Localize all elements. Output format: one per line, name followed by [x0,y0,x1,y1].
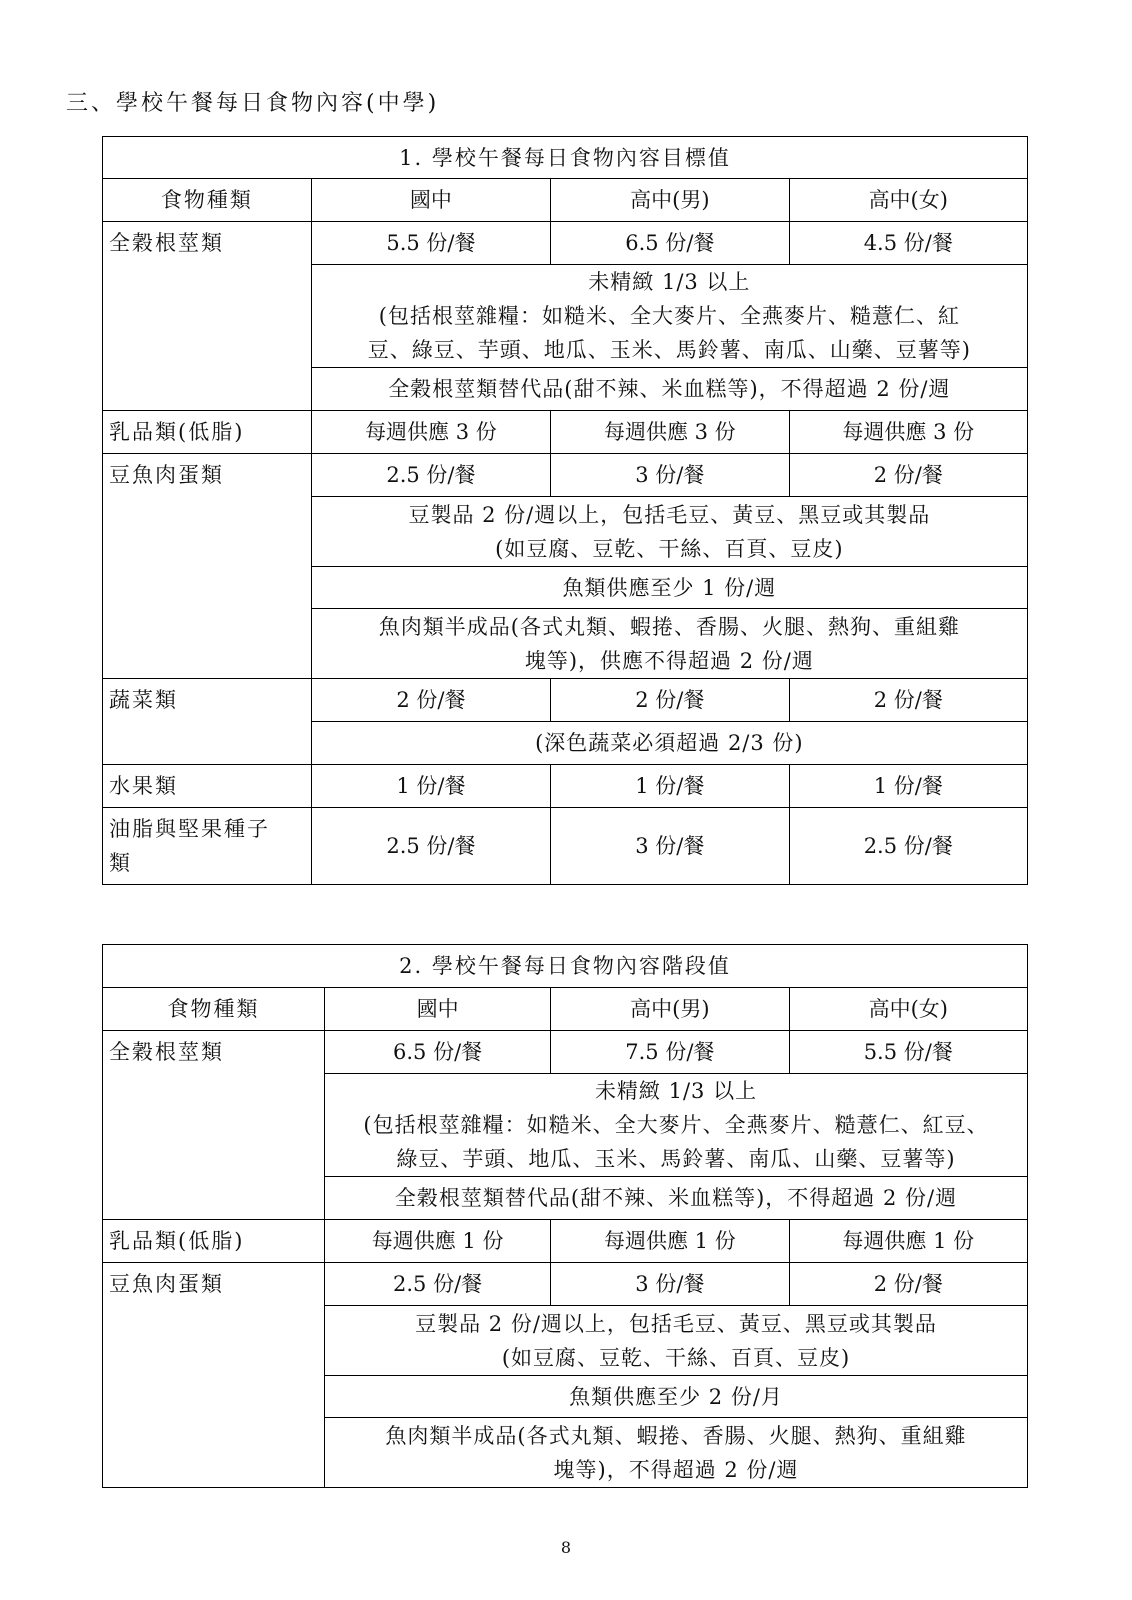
header-food-type: 食物種類 [103,988,325,1031]
category-grains: 全穀根莖類 [103,1031,325,1220]
header-senior-high-female: 高中(女) [789,179,1027,222]
processed-meat-note [311,609,1027,679]
grains-note [325,1074,1028,1177]
value-cell: 1 份/餐 [551,765,789,808]
value-cell: 2 份/餐 [551,679,789,722]
value-cell: 2.5 份/餐 [789,808,1027,885]
grains-substitute-note: 全穀根莖類替代品(甜不辣、米血糕等)，不得超過 2 份/週 [325,1177,1028,1220]
fish-note: 魚類供應至少 2 份/月 [325,1376,1028,1418]
value-cell: 6.5 份/餐 [551,222,789,265]
table-title: 2. 學校午餐每日食物內容階段值 [103,945,1028,988]
note-line: 魚肉類半成品(各式丸類、蝦捲、香腸、火腿、熱狗、重組雞 [385,1423,967,1448]
value-cell: 2 份/餐 [789,1263,1027,1306]
value-cell: 7.5 份/餐 [551,1031,789,1074]
note-line: (如豆腐、豆乾、干絲、百頁、豆皮) [501,1345,851,1370]
soy-note [311,497,1027,567]
header-senior-high-male: 高中(男) [551,179,789,222]
value-cell: 每週供應 1 份 [551,1220,789,1263]
note-line: (包括根莖雜糧：如糙米、全大麥片、全燕麥片、糙薏仁、紅 [378,304,960,328]
value-cell: 2 份/餐 [311,679,550,722]
value-cell: 2 份/餐 [789,679,1027,722]
value-cell: 每週供應 3 份 [551,411,789,454]
value-cell: 6.5 份/餐 [325,1031,551,1074]
processed-meat-note [325,1418,1028,1488]
value-cell: 每週供應 3 份 [789,411,1027,454]
fish-note: 魚類供應至少 1 份/週 [311,567,1027,609]
page-number: 8 [560,1538,572,1557]
section-heading: 三、學校午餐每日食物內容(中學) [66,91,440,116]
category-fruit: 水果類 [103,765,312,808]
note-line: 塊等)，不得超過 2 份/週 [553,1457,799,1482]
note-line: (如豆腐、豆乾、干絲、百頁、豆皮) [495,536,844,561]
note-line: 未精緻 1/3 以上 [588,270,751,294]
category-protein: 豆魚肉蛋類 [103,454,312,679]
value-cell: 2.5 份/餐 [311,454,550,497]
category-dairy: 乳品類(低脂) [103,1220,325,1263]
header-food-type: 食物種類 [103,179,312,222]
category-oils [103,808,312,885]
note-line: 豆製品 2 份/週以上，包括毛豆、黃豆、黑豆或其製品 [415,1311,937,1336]
value-cell: 2 份/餐 [789,454,1027,497]
note-line: 綠豆、芋頭、地瓜、玉米、馬鈴薯、南瓜、山藥、豆薯等) [396,1147,956,1171]
value-cell: 3 份/餐 [551,1263,789,1306]
vegetables-note: (深色蔬菜必須超過 2/3 份) [311,722,1027,765]
value-cell: 每週供應 3 份 [311,411,550,454]
value-cell: 5.5 份/餐 [789,1031,1027,1074]
value-cell: 每週供應 1 份 [789,1220,1027,1263]
value-cell: 2.5 份/餐 [325,1263,551,1306]
category-vegetables: 蔬菜類 [103,679,312,765]
category-line: 油脂與堅果種子 [109,817,270,841]
header-junior-high: 國中 [311,179,550,222]
header-senior-high-female: 高中(女) [789,988,1027,1031]
grains-substitute-note: 全穀根莖類替代品(甜不辣、米血糕等)，不得超過 2 份/週 [311,368,1027,411]
note-line: 豆製品 2 份/週以上，包括毛豆、黃豆、黑豆或其製品 [408,502,931,527]
value-cell: 4.5 份/餐 [789,222,1027,265]
value-cell: 1 份/餐 [311,765,550,808]
value-cell: 3 份/餐 [551,454,789,497]
value-cell: 3 份/餐 [551,808,789,885]
note-line: (包括根莖雜糧：如糙米、全大麥片、全燕麥片、糙薏仁、紅豆、 [363,1113,989,1137]
target-values-table [102,136,1028,885]
value-cell: 5.5 份/餐 [311,222,550,265]
header-senior-high-male: 高中(男) [551,988,789,1031]
category-grains: 全穀根莖類 [103,222,312,411]
table-title: 1. 學校午餐每日食物內容目標值 [103,137,1028,179]
note-line: 魚肉類半成品(各式丸類、蝦捲、香腸、火腿、熱狗、重組雞 [378,614,960,639]
value-cell: 1 份/餐 [789,765,1027,808]
soy-note [325,1306,1028,1376]
grains-note [311,265,1027,368]
header-junior-high: 國中 [325,988,551,1031]
note-line: 塊等)，供應不得超過 2 份/週 [524,648,814,673]
category-protein: 豆魚肉蛋類 [103,1263,325,1488]
note-line: 豆、綠豆、芋頭、地瓜、玉米、馬鈴薯、南瓜、山藥、豆薯等) [367,338,971,362]
category-dairy: 乳品類(低脂) [103,411,312,454]
stage-values-table [102,944,1028,1488]
category-line: 類 [109,851,132,875]
value-cell: 每週供應 1 份 [325,1220,551,1263]
value-cell: 2.5 份/餐 [311,808,550,885]
note-line: 未精緻 1/3 以上 [594,1079,758,1103]
